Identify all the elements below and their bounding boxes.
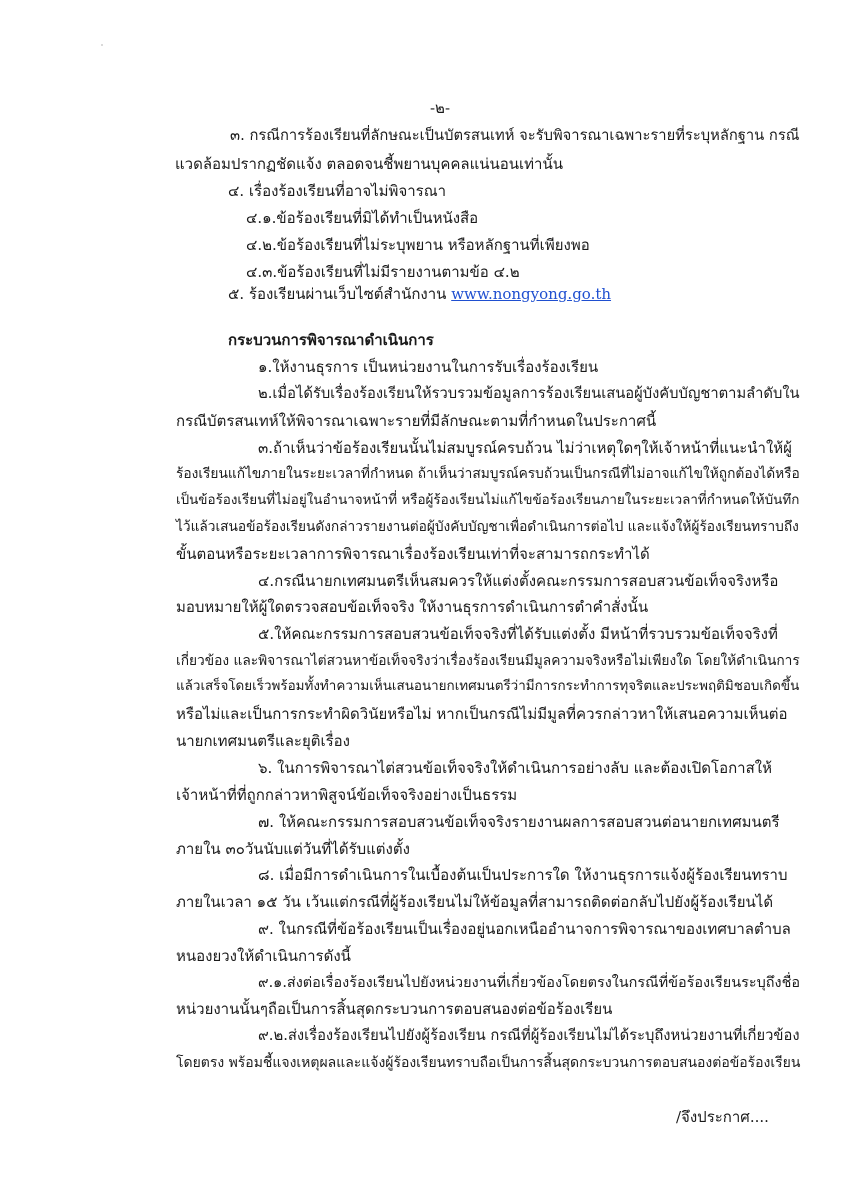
body-line: ๔.๒.ข้อร้องเรียนที่ไม่ระบุพยาน หรือหลักฐานที่เพียงพอ (246, 236, 590, 254)
body-line: ๑.ให้งานธุรการ เป็นหน่วยงานในการรับเรื่องร้องเรียน (258, 358, 599, 376)
body-line: ๔.๓.ข้อร้องเรียนที่ไม่มีรายงานตามข้อ ๔.๒ (246, 263, 520, 281)
body-line: ขั้นตอนหรือระยะเวลาการพิจารณาเรื่องร้องเรียนเท่าที่จะสามารถกระทำได้ (176, 545, 650, 563)
scan-speck (101, 44, 103, 46)
body-line: เป็นข้อร้องเรียนที่ไม่อยู่ในอำนาจหน้าที่ หรือผู้ร้องเรียนไม่แก้ไขข้อร้องเรียนภายในระยะเวลาที่กำหนดให้บันทึก (176, 493, 800, 508)
body-line: ๓. กรณีการร้องเรียนที่ลักษณะเป็นบัตรสนเทห์ จะรับพิจารณาเฉพาะรายที่ระบุหลักฐาน กรณี (230, 127, 800, 144)
website-label: ๕. ร้องเรียนผ่านเว็บไซต์สำนักงาน (228, 285, 452, 303)
body-line: หรือไม่และเป็นการกระทำผิดวินัยหรือไม่ หากเป็นกรณีไม่มีมูลที่ควรกล่าวหาให้เสนอความเห็นต่อ (176, 705, 788, 723)
website-link[interactable]: www.nongyong.go.th (451, 285, 612, 303)
body-line: ๙. ในกรณีที่ข้อร้องเรียนเป็นเรื่องอยู่นอกเหนืออำนาจการพิจารณาของเทศบาลตำบล (258, 920, 791, 938)
body-line: ๗. ให้คณะกรรมการสอบสวนข้อเท็จจริงรายงานผลการสอบสวนต่อนายกเทศมนตรี (258, 813, 780, 831)
body-line: ๔. เรื่องร้องเรียนที่อาจไม่พิจารณา (228, 182, 447, 200)
page-number: -๒- (429, 99, 451, 117)
body-line: ๙.๑.ส่งต่อเรื่องร้องเรียนไปยังหน่วยงานที่เกี่ยวข้องโดยตรงในกรณีที่ข้อร้องเรียนระบุถึงชื่อ (258, 975, 801, 991)
body-line: ไว้แล้วเสนอข้อร้องเรียนดังกล่าวรายงานต่อผู้บังคับบัญชาเพื่อดำเนินการต่อไป และแจ้งให้ผู้ร้องเรียนทราบถึง (176, 519, 799, 535)
body-line: แวดล้อมปรากฏชัดแจ้ง ตลอดจนชี้พยานบุคคลแน่นอนเท่านั้น (175, 155, 563, 173)
body-line: ๓.ถ้าเห็นว่าข้อร้องเรียนนั้นไม่สมบูรณ์ครบถ้วน ไม่ว่าเหตุใดๆให้เจ้าหน้าที่แนะนำให้ผู้ (258, 439, 792, 457)
body-line: ๔.กรณีนายกเทศมนตรีเห็นสมควรให้แต่งตั้งคณะกรรมการสอบสวนข้อเท็จจริงหรือ (258, 572, 779, 590)
body-line: ๘. เมื่อมีการดำเนินการในเบื้องต้นเป็นประการใด ให้งานธุรการแจ้งผู้ร้องเรียนทราบ (258, 866, 788, 884)
body-line: ๒.เมื่อได้รับเรื่องร้องเรียนให้รวบรวมข้อมูลการร้องเรียนเสนอผู้บังคับบัญชาตามลำดับใน (258, 385, 800, 402)
body-line: ๕.ให้คณะกรรมการสอบสวนข้อเท็จจริงที่ได้รับแต่งตั้ง มีหน้าที่รวบรวมข้อเท็จจริงที่ (258, 625, 778, 643)
body-line: นายกเทศมนตรีและยุติเรื่อง (176, 732, 350, 750)
body-line: หนองยวงให้ดำเนินการดังนี้ (176, 947, 351, 965)
body-line: ร้องเรียนแก้ไขภายในระยะเวลาที่กำหนด ถ้าเห็นว่าสมบูรณ์ครบถ้วนเป็นกรณีที่ไม่อาจแก้ไขให้ถูกต้องได้หรือ (176, 466, 800, 482)
body-line: โดยตรง พร้อมชี้แจงเหตุผลและแจ้งผู้ร้องเรียนทราบถือเป็นการสิ้นสุดกระบวนการตอบสนองต่อข้อร้องเรียน (176, 1055, 801, 1071)
body-line-website (228, 283, 611, 305)
body-line: กรณีบัตรสนเทห์ให้พิจารณาเฉพาะรายที่มีลักษณะตามที่กำหนดในประกาศนี้ (176, 412, 657, 430)
body-line: ภายในเวลา ๑๕ วัน เว้นแต่กรณีที่ผู้ร้องเรียนไม่ให้ข้อมูลที่สามารถติดต่อกลับไปยังผู้ร้องเรียนได้ (176, 893, 774, 911)
body-line: แล้วเสร็จโดยเร็วพร้อมทั้งทำความเห็นเสนอนายกเทศมนตรีว่ามีการกระทำการทุจริตและประพฤติมิชอบเกิดขึ้น (176, 679, 800, 694)
body-line: ภายใน ๓๐วันนับแต่วันที่ได้รับแต่งตั้ง (176, 840, 410, 858)
body-line: ๔.๑.ข้อร้องเรียนที่มิได้ทำเป็นหนังสือ (246, 209, 479, 227)
body-line: มอบหมายให้ผู้ใดตรวจสอบข้อเท็จจริง ให้งานธุรการดำเนินการตำคำสั่งนั้น (176, 598, 649, 616)
continuation-text: /จึงประกาศ.... (676, 1108, 769, 1126)
body-line: ๖. ในการพิจารณาไต่สวนข้อเท็จจริงให้ดำเนินการอย่างลับ และต้องเปิดโอกาสให้ (258, 759, 772, 777)
body-line: ๙.๒.ส่งเรื่องร้องเรียนไปยังผู้ร้องเรียน กรณีที่ผู้ร้องเรียนไม่ได้ระบุถึงหน่วยงานที่เกี่ยวข้อง (258, 1027, 800, 1044)
section-heading: กระบวนการพิจารณาดำเนินการ (228, 331, 434, 349)
body-line: เกี่ยวข้อง และพิจารณาไต่สวนหาข้อเท็จจริงว่าเรื่องร้องเรียนมีมูลความจริงหรือไม่เพียงใด โดยให้ดำเนินการ (176, 653, 800, 669)
body-line: หน่วยงานนั้นๆถือเป็นการสิ้นสุดกระบวนการตอบสนองต่อข้อร้องเรียน (176, 1000, 613, 1018)
body-line: เจ้าหน้าที่ที่ถูกกล่าวหาพิสูจน์ข้อเท็จจริงอย่างเป็นธรรม (176, 786, 518, 804)
